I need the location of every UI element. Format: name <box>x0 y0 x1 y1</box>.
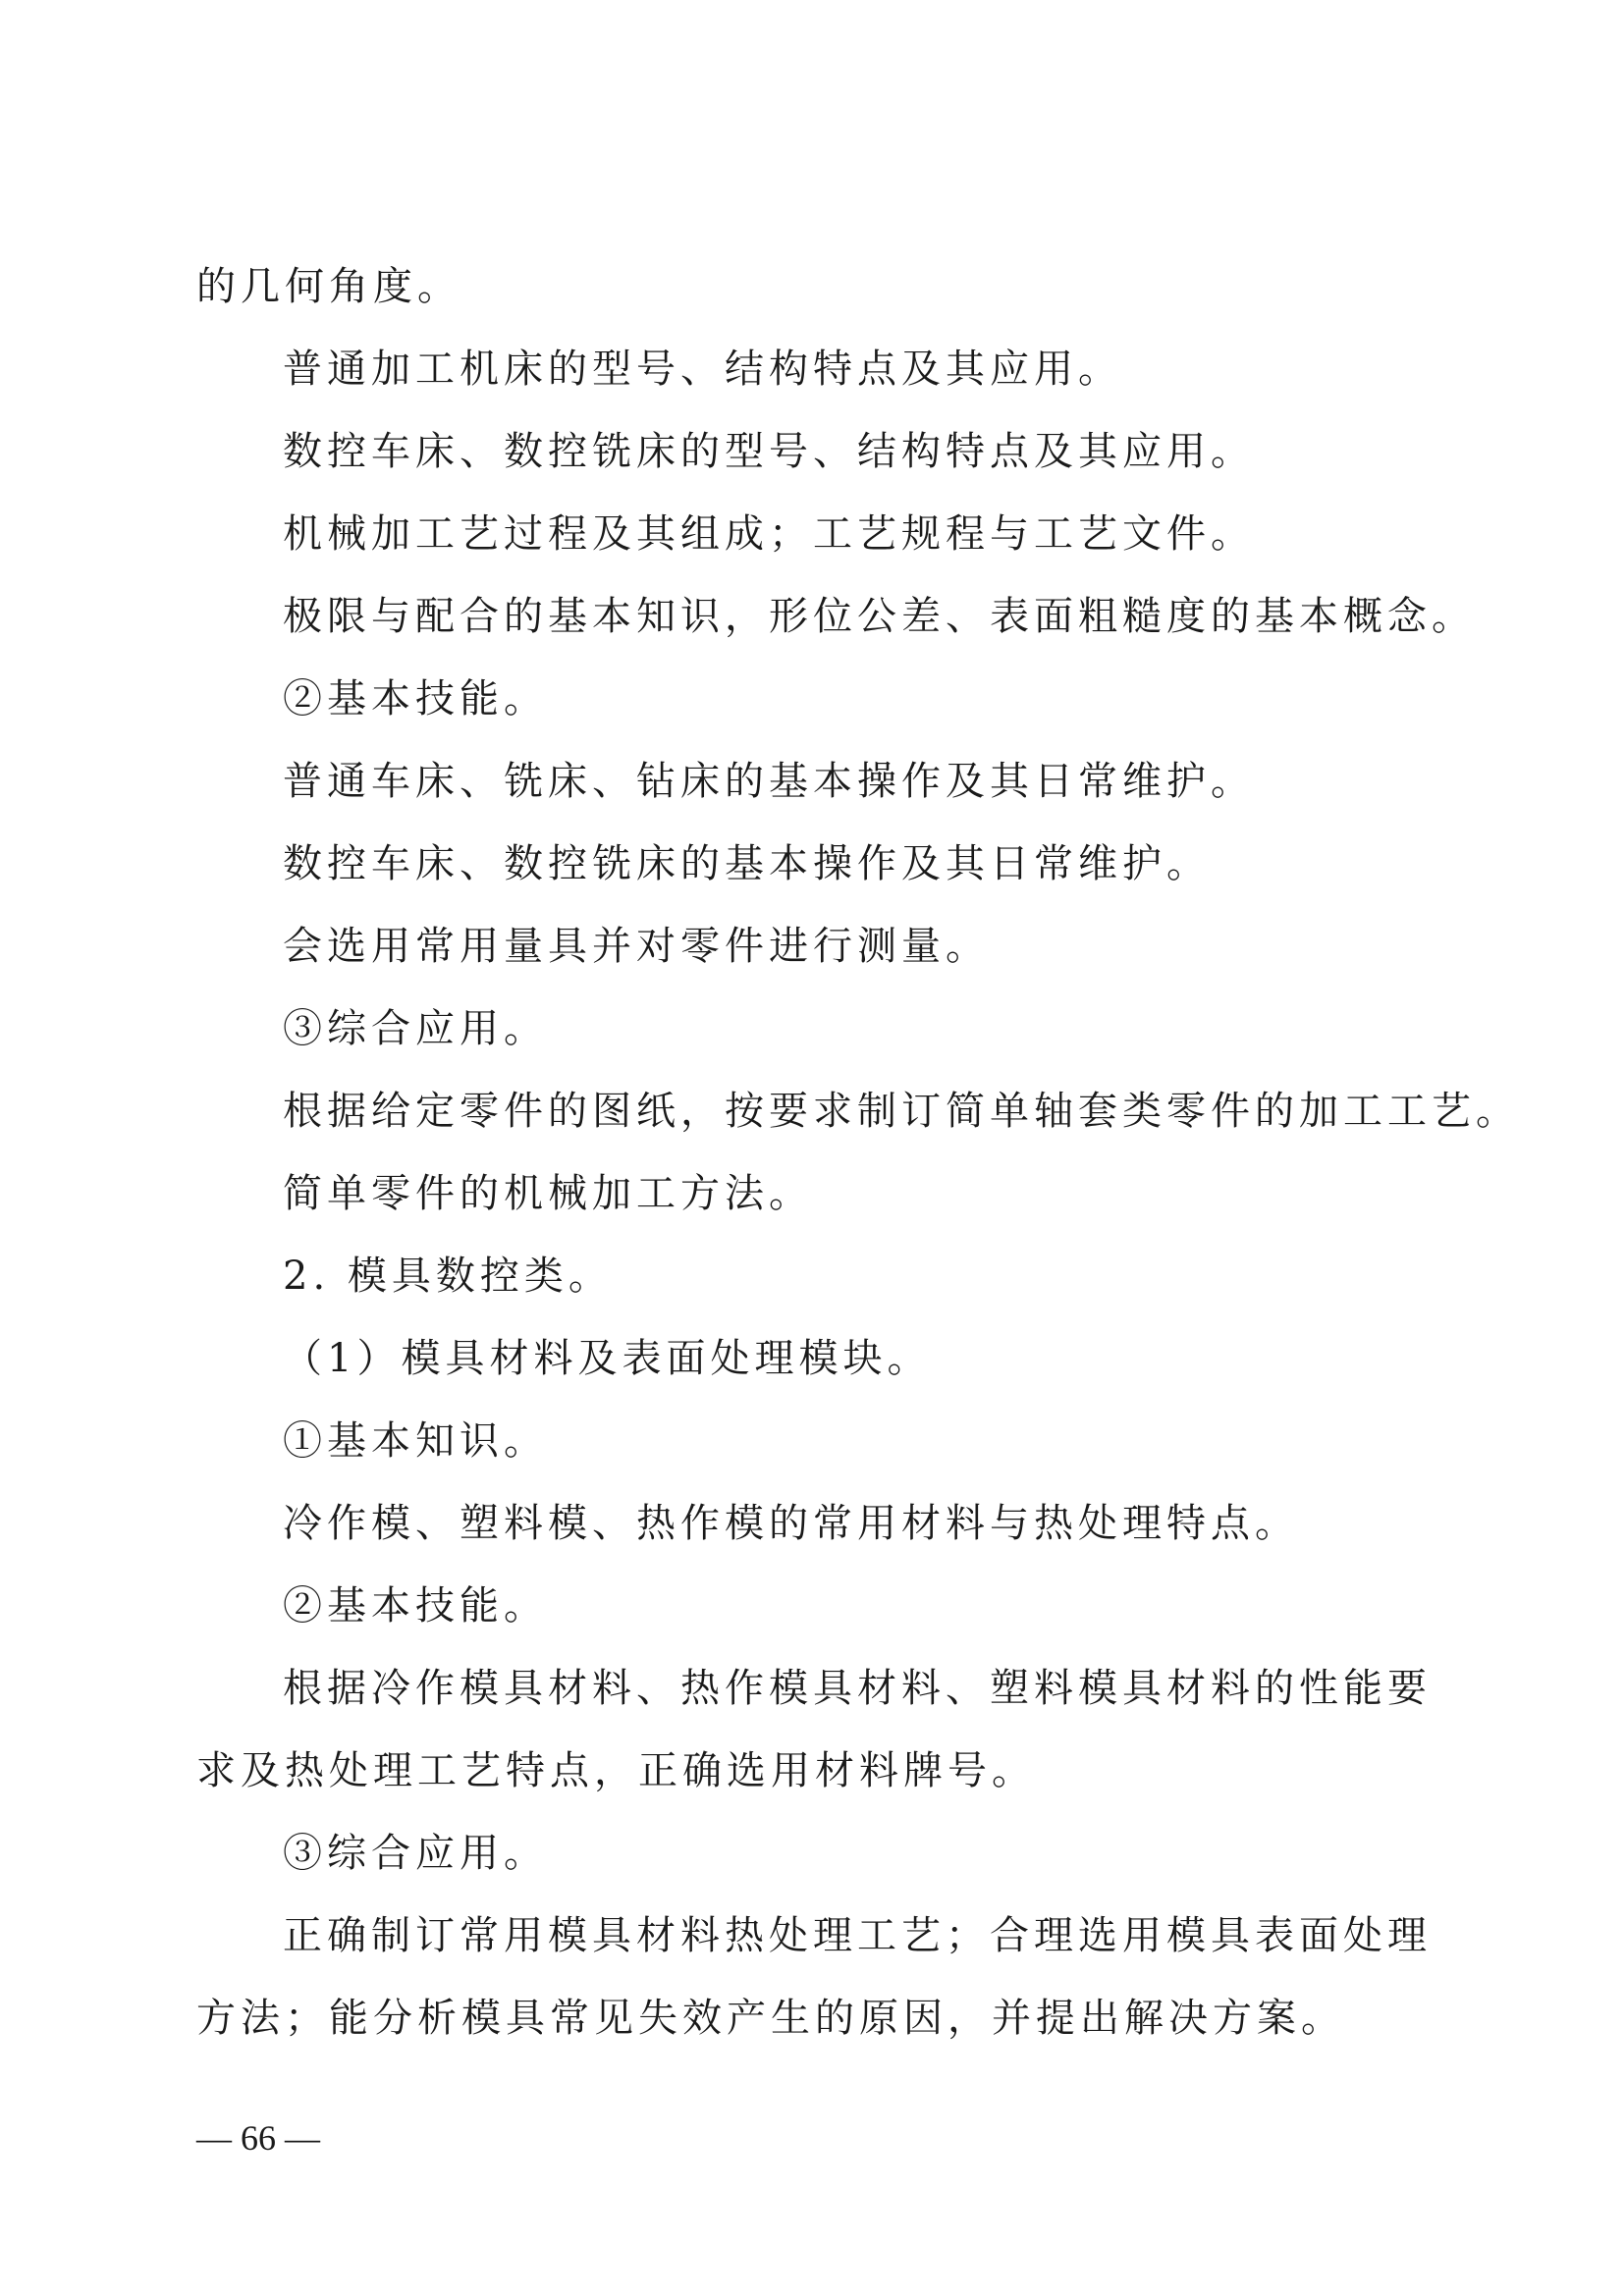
section-heading: 2. 模具数控类。 <box>283 1254 613 1299</box>
subheading: ③综合应用。 <box>283 1006 548 1051</box>
subheading: ②基本技能。 <box>283 676 548 721</box>
text-line: 普通车床、铣床、钻床的基本操作及其日常维护。 <box>283 759 1255 804</box>
page-number: — 66 — <box>196 2118 320 2158</box>
text-line: 冷作模、塑料模、热作模的常用材料与热处理特点。 <box>283 1501 1299 1546</box>
text-line: 数控车床、数控铣床的基本操作及其日常维护。 <box>283 841 1211 886</box>
subheading: ③综合应用。 <box>283 1831 548 1876</box>
text-line: 极限与配合的基本知识，形位公差、表面粗糙度的基本概念。 <box>283 594 1476 639</box>
text-line: 数控车床、数控铣床的型号、结构特点及其应用。 <box>283 429 1255 474</box>
text-line: 普通加工机床的型号、结构特点及其应用。 <box>283 347 1122 392</box>
text-line: 根据冷作模具材料、热作模具材料、塑料模具材料的性能要 <box>283 1666 1432 1711</box>
text-line: 的几何角度。 <box>196 264 461 309</box>
text-line: 简单零件的机械加工方法。 <box>283 1171 813 1216</box>
text-line: 求及热处理工艺特点，正确选用材料牌号。 <box>196 1748 1036 1793</box>
text-line: 方法；能分析模具常见失效产生的原因，并提出解决方案。 <box>196 1996 1345 2041</box>
text-line: 正确制订常用模具材料热处理工艺；合理选用模具表面处理 <box>283 1913 1432 1958</box>
subheading: ②基本技能。 <box>283 1583 548 1629</box>
subheading: ①基本知识。 <box>283 1418 548 1464</box>
document-body <box>196 245 1520 2059</box>
text-line: 根据给定零件的图纸，按要求制订简单轴套类零件的加工工艺。 <box>283 1089 1520 1134</box>
text-line: 会选用常用量具并对零件进行测量。 <box>283 924 990 969</box>
module-heading: （1）模具材料及表面处理模块。 <box>283 1336 932 1381</box>
text-line: 机械加工艺过程及其组成；工艺规程与工艺文件。 <box>283 511 1255 557</box>
